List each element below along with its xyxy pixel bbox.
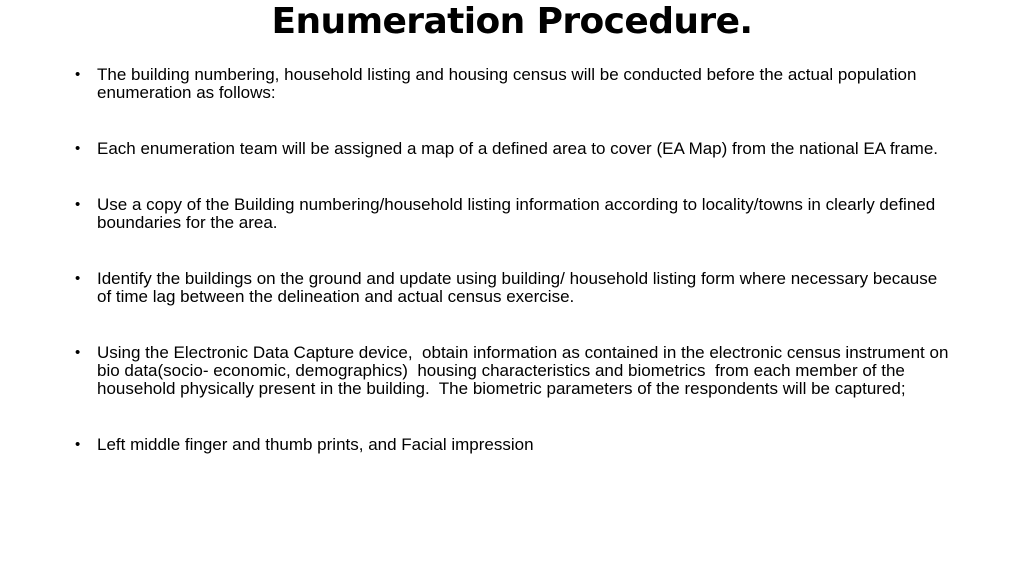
bullet-item	[75, 436, 955, 454]
bullet-text: Left middle finger and thumb prints, and Facial impression	[97, 435, 534, 454]
bullet-icon: •	[75, 436, 81, 453]
bullet-item	[75, 270, 955, 306]
bullet-text: The building numbering, household listing and housing census will be conducted before the actual population enumeration as follows:	[97, 65, 922, 102]
bullet-text: Using the Electronic Data Capture device, obtain information as contained in the electronic census instrument on bio data(socio- economic, demographics) housing characteristics and biometrics from each member of the household physically present in the building. The biometric parameters of the respondents will be captured;	[97, 343, 954, 398]
bullet-icon: •	[75, 66, 81, 83]
bullet-item	[75, 344, 955, 398]
slide-title: Enumeration Procedure.	[271, 1, 753, 42]
bullet-list	[75, 66, 955, 492]
bullet-text: Use a copy of the Building numbering/household listing information according to locality/towns in clearly defined boundaries for the area.	[97, 195, 940, 232]
bullet-icon: •	[75, 344, 81, 361]
bullet-icon: •	[75, 270, 81, 287]
bullet-item	[75, 140, 955, 158]
bullet-text: Each enumeration team will be assigned a map of a defined area to cover (EA Map) from the national EA frame.	[97, 139, 939, 158]
bullet-item	[75, 66, 955, 102]
bullet-text: Identify the buildings on the ground and update using building/ household listing form where necessary because of time lag between the delineation and actual census exercise.	[97, 269, 942, 306]
bullet-icon: •	[75, 140, 81, 157]
bullet-icon: •	[75, 196, 81, 213]
bullet-item	[75, 196, 955, 232]
